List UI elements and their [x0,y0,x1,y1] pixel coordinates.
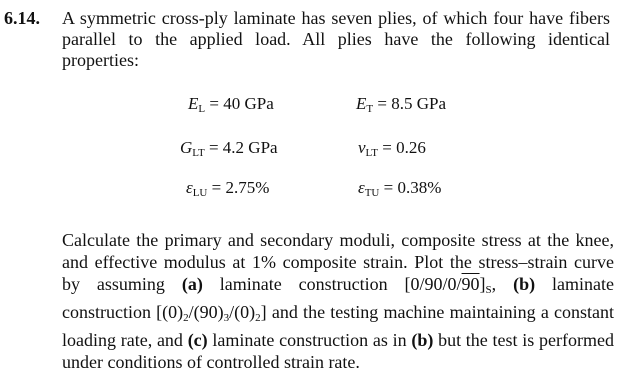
problem-body: Calculate the primary and secondary moduli, composite stress at the knee, and effective modulus at 1% composite strain. Plot the stress–strain curve by assuming (a) laminate construction [0/90/0/90]S, (b) laminate construction [(0)2/(90)3/(0)2] and the testing machine maintaining a constant loading rate, and (c) laminate construction as in (b) but the test is performed under conditions of controlled strain rate. [62,230,614,372]
property-et: $E_T = 8.5$ GPa [356,94,446,115]
label-b-ref: (b) [411,330,434,350]
label-c: (c) [187,330,208,350]
label-a: (a) [181,274,203,294]
problem-intro: A symmetric cross-ply laminate has seven plies, of which four have fibers parallel to the applied load. All plies have the following identical properties: [62,8,610,70]
problem-number: 6.14. [4,8,40,28]
property-eps-tu: $\varepsilon_{TU} = 0.38\%$ [358,178,442,199]
property-nult: $\nu_{LT} = 0.26$ [358,138,426,159]
property-el: $E_L = 40$ GPa [188,94,274,115]
property-glt: $G_{LT} = 4.2$ GPa [180,138,278,159]
property-eps-lu: $\varepsilon_{LU} = 2.75\%$ [186,178,270,199]
label-b: (b) [513,274,536,294]
